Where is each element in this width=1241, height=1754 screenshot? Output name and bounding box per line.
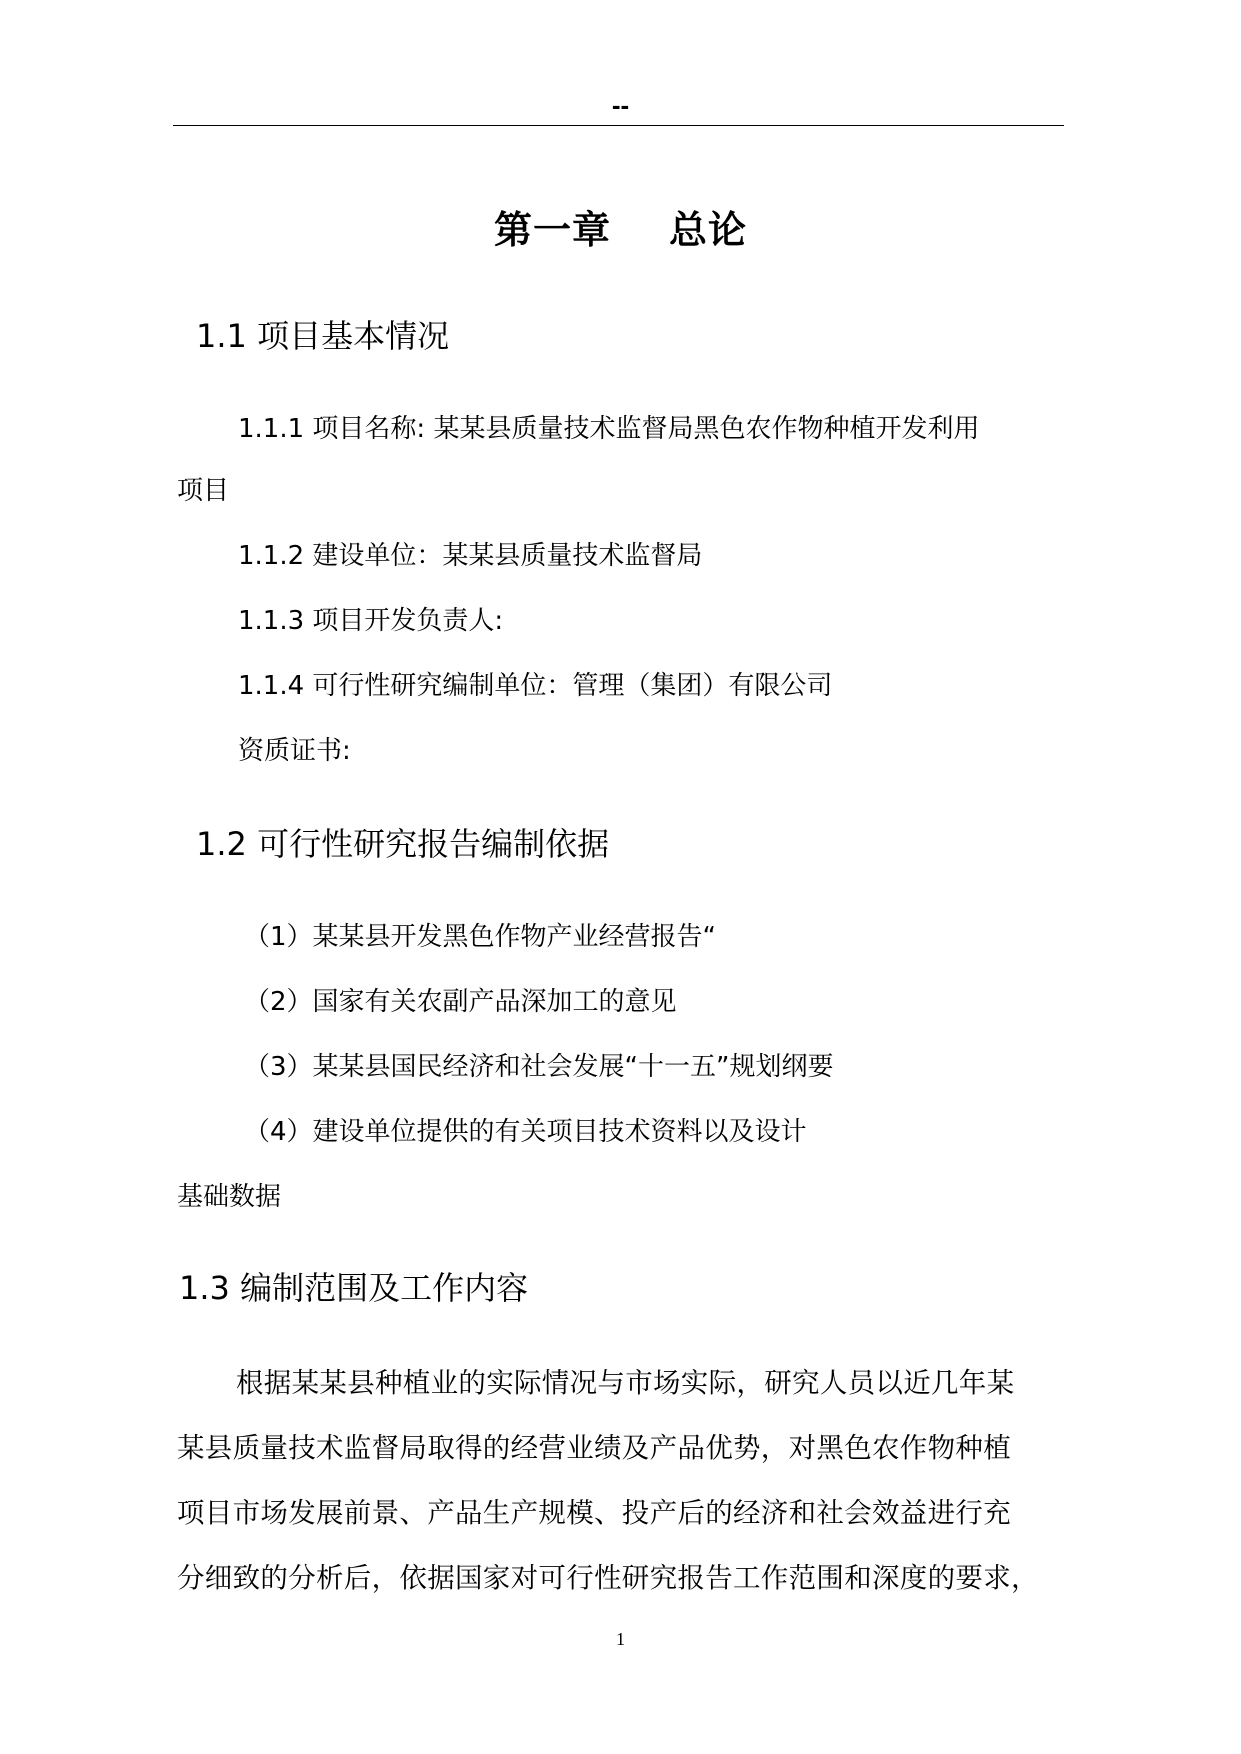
- item-1-1-1-line1: 1.1.1 项目名称: 某某县质量技术监督局黑色农作物种植开发利用: [238, 414, 980, 444]
- basis-item-2: （2）国家有关农副产品深加工的意见: [244, 987, 677, 1017]
- chapter-name: 总论: [669, 208, 748, 252]
- header-divider: [173, 125, 1064, 126]
- section-heading-1-2: 1.2 可行性研究报告编制依据: [196, 825, 610, 863]
- basis-item-4-line1: （4）建设单位提供的有关项目技术资料以及设计: [244, 1117, 807, 1147]
- item-1-1-3: 1.1.3 项目开发负责人:: [238, 606, 504, 636]
- paragraph-line: 根据某某县种植业的实际情况与市场实际，研究人员以近几年某: [236, 1367, 1015, 1399]
- item-1-1-1-line2: 项目: [177, 476, 230, 506]
- paragraph-line: 某县质量技术监督局取得的经营业绩及产品优势，对黑色农作物种植: [177, 1432, 1011, 1464]
- basis-item-3: （3）某某县国民经济和社会发展“十一五”规划纲要: [244, 1052, 834, 1082]
- paragraph-line: 项目市场发展前景、产品生产规模、投产后的经济和社会效益进行充: [177, 1497, 1011, 1529]
- basis-item-1: （1）某某县开发黑色作物产业经营报告“: [244, 922, 717, 952]
- page-number: 1: [616, 1629, 625, 1649]
- section-heading-1-1: 1.1 项目基本情况: [196, 317, 450, 355]
- item-1-1-2: 1.1.2 建设单位：某某县质量技术监督局: [238, 541, 703, 571]
- chapter-number: 第一章: [493, 208, 611, 252]
- paragraph-line: 分细致的分析后，依据国家对可行性研究报告工作范围和深度的要求，: [177, 1562, 1039, 1594]
- section-heading-1-3: 1.3 编制范围及工作内容: [179, 1269, 529, 1307]
- chapter-title: [0, 205, 1241, 255]
- item-1-1-4: 1.1.4 可行性研究编制单位：管理（集团）有限公司: [238, 671, 833, 701]
- running-header-mark: --: [611, 90, 630, 120]
- qualification-line: 资质证书:: [238, 736, 351, 766]
- basis-item-4-line2: 基础数据: [177, 1182, 282, 1212]
